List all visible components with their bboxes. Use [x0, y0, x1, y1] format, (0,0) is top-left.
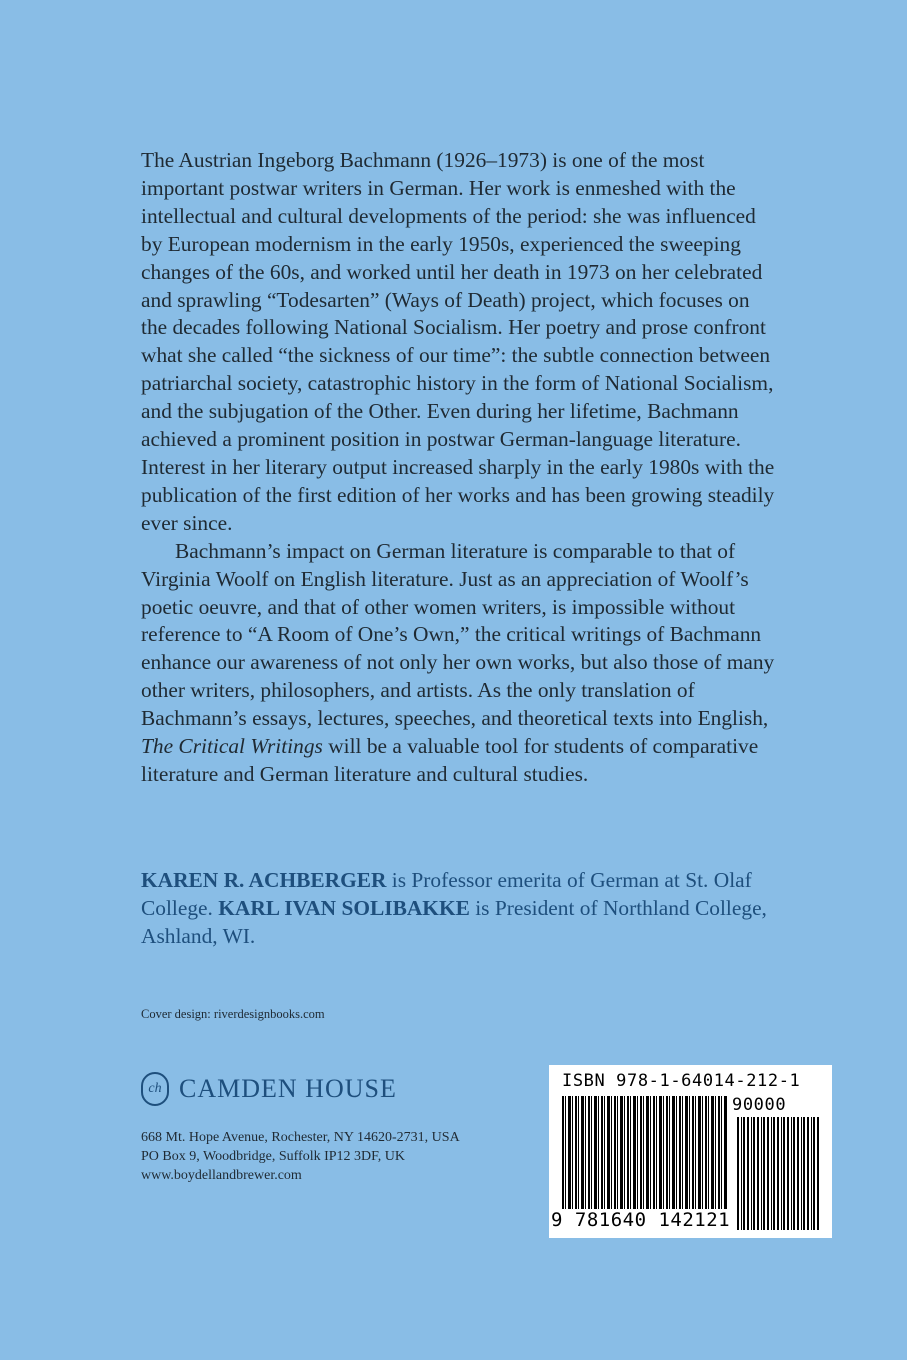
barcode-addon-bars [737, 1117, 819, 1230]
paragraph-2-text-end: will be a valuable tool for students of comparative literature and German literature and cultural studies. [141, 734, 759, 786]
author-bio [141, 866, 801, 950]
publisher-address [141, 1128, 460, 1185]
address-line-us: 668 Mt. Hope Avenue, Rochester, NY 14620-2731, USA [141, 1130, 460, 1145]
barcode-addon-number: 90000 [732, 1095, 787, 1115]
publisher-block [141, 1072, 397, 1106]
address-line-uk: PO Box 9, Woodbridge, Suffolk IP12 3DF, UK [141, 1149, 406, 1164]
publisher-logo-icon: ch [141, 1072, 169, 1106]
description-blurb [141, 147, 781, 789]
book-title-italic: The Critical Writings [141, 734, 323, 759]
description-paragraph-2 [141, 538, 781, 789]
publisher-website: www.boydellandbrewer.com [141, 1168, 302, 1183]
author-bio-2: is President of Northland College, Ashland, WI. [141, 896, 767, 948]
barcode-bars [562, 1096, 727, 1209]
isbn-barcode [549, 1065, 832, 1238]
author-name-2: KARL IVAN SOLIBAKKE [218, 896, 470, 920]
cover-design-credit: Cover design: riverdesignbooks.com [141, 1007, 325, 1021]
isbn-number: ISBN 978-1-64014-212-1 [562, 1071, 801, 1091]
author-name-1: KAREN R. ACHBERGER [141, 868, 387, 892]
author-bio-1: is Professor emerita of German at St. Olaf College. [141, 868, 752, 920]
publisher-name: CAMDEN HOUSE [179, 1074, 397, 1103]
description-paragraph-1: The Austrian Ingeborg Bachmann (1926–1973) is one of the most important postwar writers in German. Her work is enmeshed with the intellectual and cultural developments of the period: she was influenced by European modernism in the early 1950s, experienced the sweeping changes of the 60s, and worked until her death in 1973 on her celebrated and sprawling “Todesarten” (Ways of Death) project, which focuses on the decades following National Socialism. Her poetry and prose confront what she called “the sickness of our time”: the subtle connection between patriarchal society, catastrophic history in the form of National Socialism, and the subjugation of the Other. Even during her lifetime, Bachmann achieved a prominent position in postwar German-language literature. Interest in her literary output increased sharply in the early 1980s with the publication of the first edition of her works and has been growing steadily ever since. [141, 148, 775, 535]
ean-number: 9 781640 142121 [551, 1209, 731, 1231]
paragraph-2-text-start: Bachmann’s impact on German literature is comparable to that of Virginia Woolf on English literature. Just as an appreciation of Woolf’s poetic oeuvre, and that of other women writers, is impossible without reference to “A Room of One’s Own,” the critical writings of Bachmann enhance our awareness of not only her own works, but also those of many other writers, philosophers, and artists. As the only translation of Bachmann’s essays, lectures, speeches, and theoretical texts into English, [141, 538, 775, 731]
